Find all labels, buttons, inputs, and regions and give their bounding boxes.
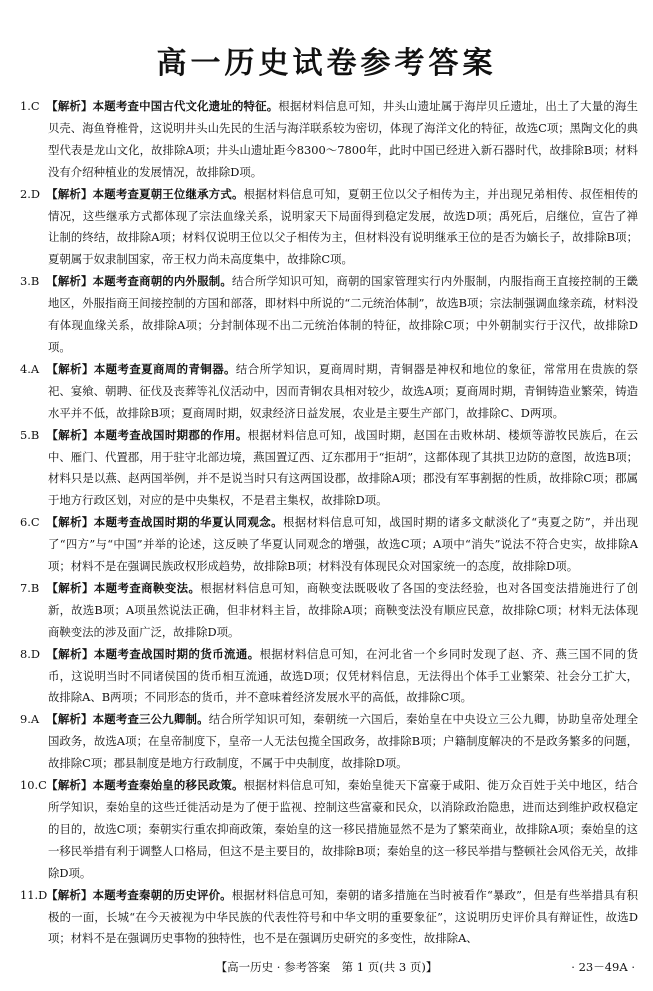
answer-body: 根据材料信息可知，商鞅变法既吸收了各国的变法经验，也对各国变法措施进行了创新，故选B项；A项虽然说法正确，但非材料主旨，故排除A项；商鞅变法没有顺应民意，故排除C项；材料无法体现商鞅变法的涉及面广泛，故排除D项。 — [48, 580, 638, 639]
answer-topic: 本题考查商鞅变法。 — [93, 580, 201, 595]
analysis-tag: 【解析】 — [46, 427, 94, 442]
answer-topic: 本题考查商朝的内外服制。 — [92, 274, 232, 289]
answer-item — [20, 775, 638, 885]
answer-topic: 本题考查秦朝的历史评价。 — [92, 887, 232, 902]
answer-topic: 本题考查战国时期的货币流通。 — [93, 646, 260, 661]
answer-topic: 本题考查战国时期的华夏认同观念。 — [93, 515, 283, 530]
answer-number: 11.D — [20, 887, 48, 902]
answer-item — [20, 184, 638, 272]
answer-body: 根据材料信息可知，井头山遗址属于海岸贝丘遗址，出土了大量的海生贝壳、海鱼脊椎骨，这说明井头山先民的生活与海洋联系较为密切，体现了海洋文化的特征，故选C项；黑陶文化的典型代表是龙山文化，故排除A项；井头山遗址距今8300～7800年，此时中国已经进入新石器时代，故排除B项；材料没有介绍种植业的发展情况，故排除D项。 — [48, 99, 638, 179]
answer-number: 8.D — [20, 646, 41, 661]
answer-item — [20, 359, 638, 425]
answer-number: 9.A — [20, 712, 40, 727]
analysis-tag: 【解析】 — [46, 361, 94, 376]
answer-item — [20, 512, 638, 578]
answer-number: 5.B — [20, 427, 40, 442]
answer-body: 结合所学知识，夏商周时期，青铜器是神权和地位的象征，常常用在贵族的祭祀、宴飨、朝聘、征伐及丧葬等礼仪活动中，因而青铜农具相对较少，故选A项；夏商周时期，青铜铸造业繁荣，铸造水平并不低，故排除B项；夏商周时期，奴隶经济日益发展，农业是主要生产部门，故排除C、D两项。 — [48, 361, 638, 420]
analysis-tag: 【解析】 — [46, 186, 93, 201]
answer-topic: 本题考查秦始皇的移民政策。 — [92, 778, 244, 793]
answer-item — [20, 709, 638, 775]
analysis-tag: 【解析】 — [46, 274, 93, 289]
answer-body: 根据材料信息可知，在河北省一个乡同时发现了赵、齐、燕三国不同的货币，这说明当时不同诸侯国的货币相互流通，故选D项；仅凭材料信息，无法得出个体手工业繁荣、社会分工扩大，故排除A、B两项；不同形态的货币，并不意味着经济发展水平的高低，故排除C项。 — [48, 646, 638, 705]
answer-topic: 本题考查夏商周的青铜器。 — [93, 361, 236, 376]
answer-body: 根据材料信息可知，战国时期的诸多文献淡化了“夷夏之防”，并出现了“四方”与“中国”并举的论述，这反映了华夏认同观念的增强，故选C项；A项中“消失”说法不符合史实，故排除A项；材料不是在强调民族政权形成趋势，故排除B项；材料没有体现民众对国家统一的态度，故排除D项。 — [48, 515, 638, 574]
answer-number: 10.C — [20, 778, 47, 793]
answer-number: 3.B — [20, 274, 40, 289]
analysis-tag: 【解析】 — [46, 99, 93, 113]
answer-number: 6.C — [20, 515, 40, 530]
answer-item — [20, 578, 638, 644]
footer-page-info: 【高一历史 · 参考答案 第 1 页(共 3 页)】 — [215, 960, 438, 974]
answer-body: 根据材料信息可知，秦始皇徙天下富豪于咸阳、徙万众百姓于关中地区，结合所学知识，秦始皇的这些迁徙活动是为了便于监视、控制这些富豪和民众，以消除政治隐患，进而达到维护政权稳定的目的，故选C项；秦朝实行重农抑商政策，秦始皇的这一移民措施显然不是为了繁荣商业，故排除A项；秦始皇的这一移民举措有利于调整人口格局，但这不是主要目的，故排除B项；秦始皇的这一移民举措与整顿社会风俗无关，故排除D项。 — [48, 778, 638, 880]
answer-item — [20, 96, 638, 184]
answer-number: 4.A — [20, 361, 40, 376]
analysis-tag: 【解析】 — [46, 646, 94, 661]
answer-body: 结合所学知识可知，秦朝统一六国后，秦始皇在中央设立三公九卿，协助皇帝处理全国政务，故选A项；在皇帝制度下，皇帝一人无法包揽全国政务，故排除B项；户籍制度解决的不是政务繁多的问题，故排除C项；郡县制度是地方行政制度，不属于中央制度，故排除D项。 — [48, 712, 638, 771]
footer-paper-code: · 23－49A · — [571, 960, 635, 974]
analysis-tag: 【解析】 — [46, 887, 93, 902]
answer-list — [20, 96, 638, 950]
answer-number: 2.D — [20, 186, 41, 201]
analysis-tag: 【解析】 — [46, 778, 93, 793]
answer-topic: 本题考查中国古代文化遗址的特征。 — [92, 99, 279, 113]
page-title: 高一历史试卷参考答案 — [156, 46, 497, 81]
analysis-tag: 【解析】 — [46, 712, 93, 727]
answer-item — [20, 425, 638, 513]
answer-topic: 本题考查三公九卿制。 — [92, 712, 209, 727]
answer-body: 根据材料信息可知，夏朝王位以父子相传为主，并出现兄弟相传、叔侄相传的情况，这些继承方式都体现了宗法血缘关系，说明家天下局面得到稳定发展，故选D项；禹死后，启继位，宣告了禅让制的终结，故排除A项；材料仅说明王位以父子相传为主，但材料没有说明继承王位的是否为嫡长子，故排除B项；夏朝属于奴隶制国家，帝王权力尚未高度集中，故排除C项。 — [48, 186, 638, 267]
answer-item — [20, 644, 638, 710]
answer-topic: 本题考查战国时期郡的作用。 — [93, 427, 248, 442]
answer-body: 根据材料信息可知，秦朝的诸多措施在当时被看作“暴政”，但是有些举措具有积极的一面，长城“在今天被视为中华民族的代表性符号和中华文明的重要象征”，这说明历史评价具有辩证性，故选D项；材料不是在强调历史事物的独特性，也不是在强调历史研究的多变性，故排除A、 — [48, 887, 638, 946]
answer-number: 1.C — [20, 99, 40, 113]
answer-body: 结合所学知识可知，商朝的国家管理实行内外服制，内服指商王直接控制的王畿地区，外服指商王间接控制的方国和部落，即材料中所说的“二元统治体制”，故选B项；宗法制强调血缘亲疏，材料没有体现血缘关系，故排除A项；分封制体现不出二元统治体制的特征，故排除C项；中外朝制实行于汉代，故排除D项。 — [48, 274, 638, 354]
answer-item — [20, 885, 638, 951]
analysis-tag: 【解析】 — [46, 580, 94, 595]
answer-topic: 本题考查夏朝王位继承方式。 — [92, 186, 244, 201]
analysis-tag: 【解析】 — [46, 515, 94, 530]
answer-body: 根据材料信息可知，战国时期，赵国在击败林胡、楼烦等游牧民族后，在云中、雁门、代置郡，用于驻守北部边境，燕国置辽西、辽东郡用于“拒胡”，这都体现了其拱卫边防的意图，故选B项；材料只是以燕、赵两国举例，并不是说当时只有这两国设郡，故排除A项；郡没有军事割据的性质，故排除C项；郡属于地方行政区划，对应的是中央集权，不是君主集权，故排除D项。 — [48, 427, 638, 508]
answer-item — [20, 271, 638, 359]
answer-number: 7.B — [20, 580, 40, 595]
